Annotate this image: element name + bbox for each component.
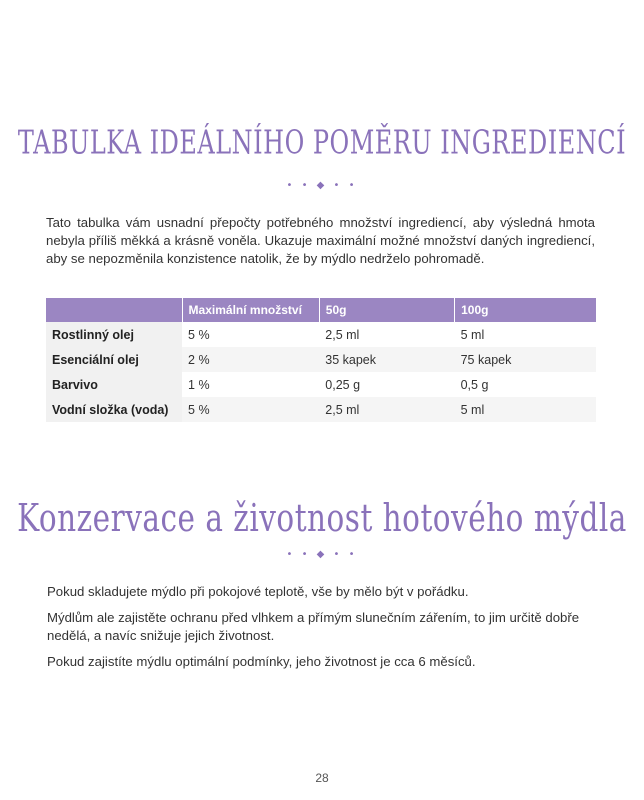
max-amount-cell: 2 % [182, 347, 319, 372]
table-row [46, 397, 596, 422]
amount-100g-cell: 5 ml [455, 322, 596, 347]
table-header-cell: 50g [319, 298, 454, 322]
table-row [46, 322, 596, 347]
row-label: Esenciální olej [46, 347, 182, 372]
amount-100g-cell: 5 ml [455, 397, 596, 422]
amount-50g-cell: 0,25 g [319, 372, 454, 397]
row-label: Rostlinný olej [46, 322, 182, 347]
max-amount-cell: 1 % [182, 372, 319, 397]
body-paragraph: Pokud skladujete mýdlo při pokojové teplotě, vše by mělo být v pořádku. [47, 584, 469, 599]
amount-100g-cell: 0,5 g [455, 372, 596, 397]
table-row [46, 347, 596, 372]
ingredient-ratio-table [46, 298, 596, 422]
table-header-cell: 100g [455, 298, 596, 322]
max-amount-cell: 5 % [182, 397, 319, 422]
section-heading-preservation: Konzervace a životnost hotového mýdla [17, 496, 627, 541]
table-header-cell [46, 298, 182, 322]
amount-50g-cell: 2,5 ml [319, 397, 454, 422]
row-label: Barvivo [46, 372, 182, 397]
amount-50g-cell: 35 kapek [319, 347, 454, 372]
table-header-cell: Maximální množství [182, 298, 319, 322]
row-label: Vodní složka (voda) [46, 397, 182, 422]
max-amount-cell: 5 % [182, 322, 319, 347]
intro-paragraph: Tato tabulka vám usnadní přepočty potřebného množství ingrediencí, aby výsledná hmota nebyla příliš měkká a krásně voněla. Ukazuje maximální možné množství daných ingrediencí, aby se nepozměnila konzistence natolik, že by mýdlo nedrželo pohromadě. [46, 215, 595, 266]
section-heading-ingredient-ratio: TABULKA IDEÁLNÍHO POMĚRU INGREDIENCÍ [17, 124, 627, 162]
amount-50g-cell: 2,5 ml [319, 322, 454, 347]
body-paragraph: Pokud zajistíte mýdlu optimální podmínky, jeho životnost je cca 6 měsíců. [47, 654, 476, 669]
heading-ornament: • • ◆ • • [286, 180, 358, 191]
body-paragraph: Mýdlům ale zajistěte ochranu před vlhkem a přímým slunečním zářením, to jim určitě dobře nedělá, a navíc snižuje jejich životnost. [47, 610, 580, 643]
table-row [46, 372, 596, 397]
page-number: 28 [315, 771, 329, 785]
heading-ornament: • • ◆ • • [286, 549, 358, 560]
table-header-row [46, 298, 596, 322]
amount-100g-cell: 75 kapek [455, 347, 596, 372]
